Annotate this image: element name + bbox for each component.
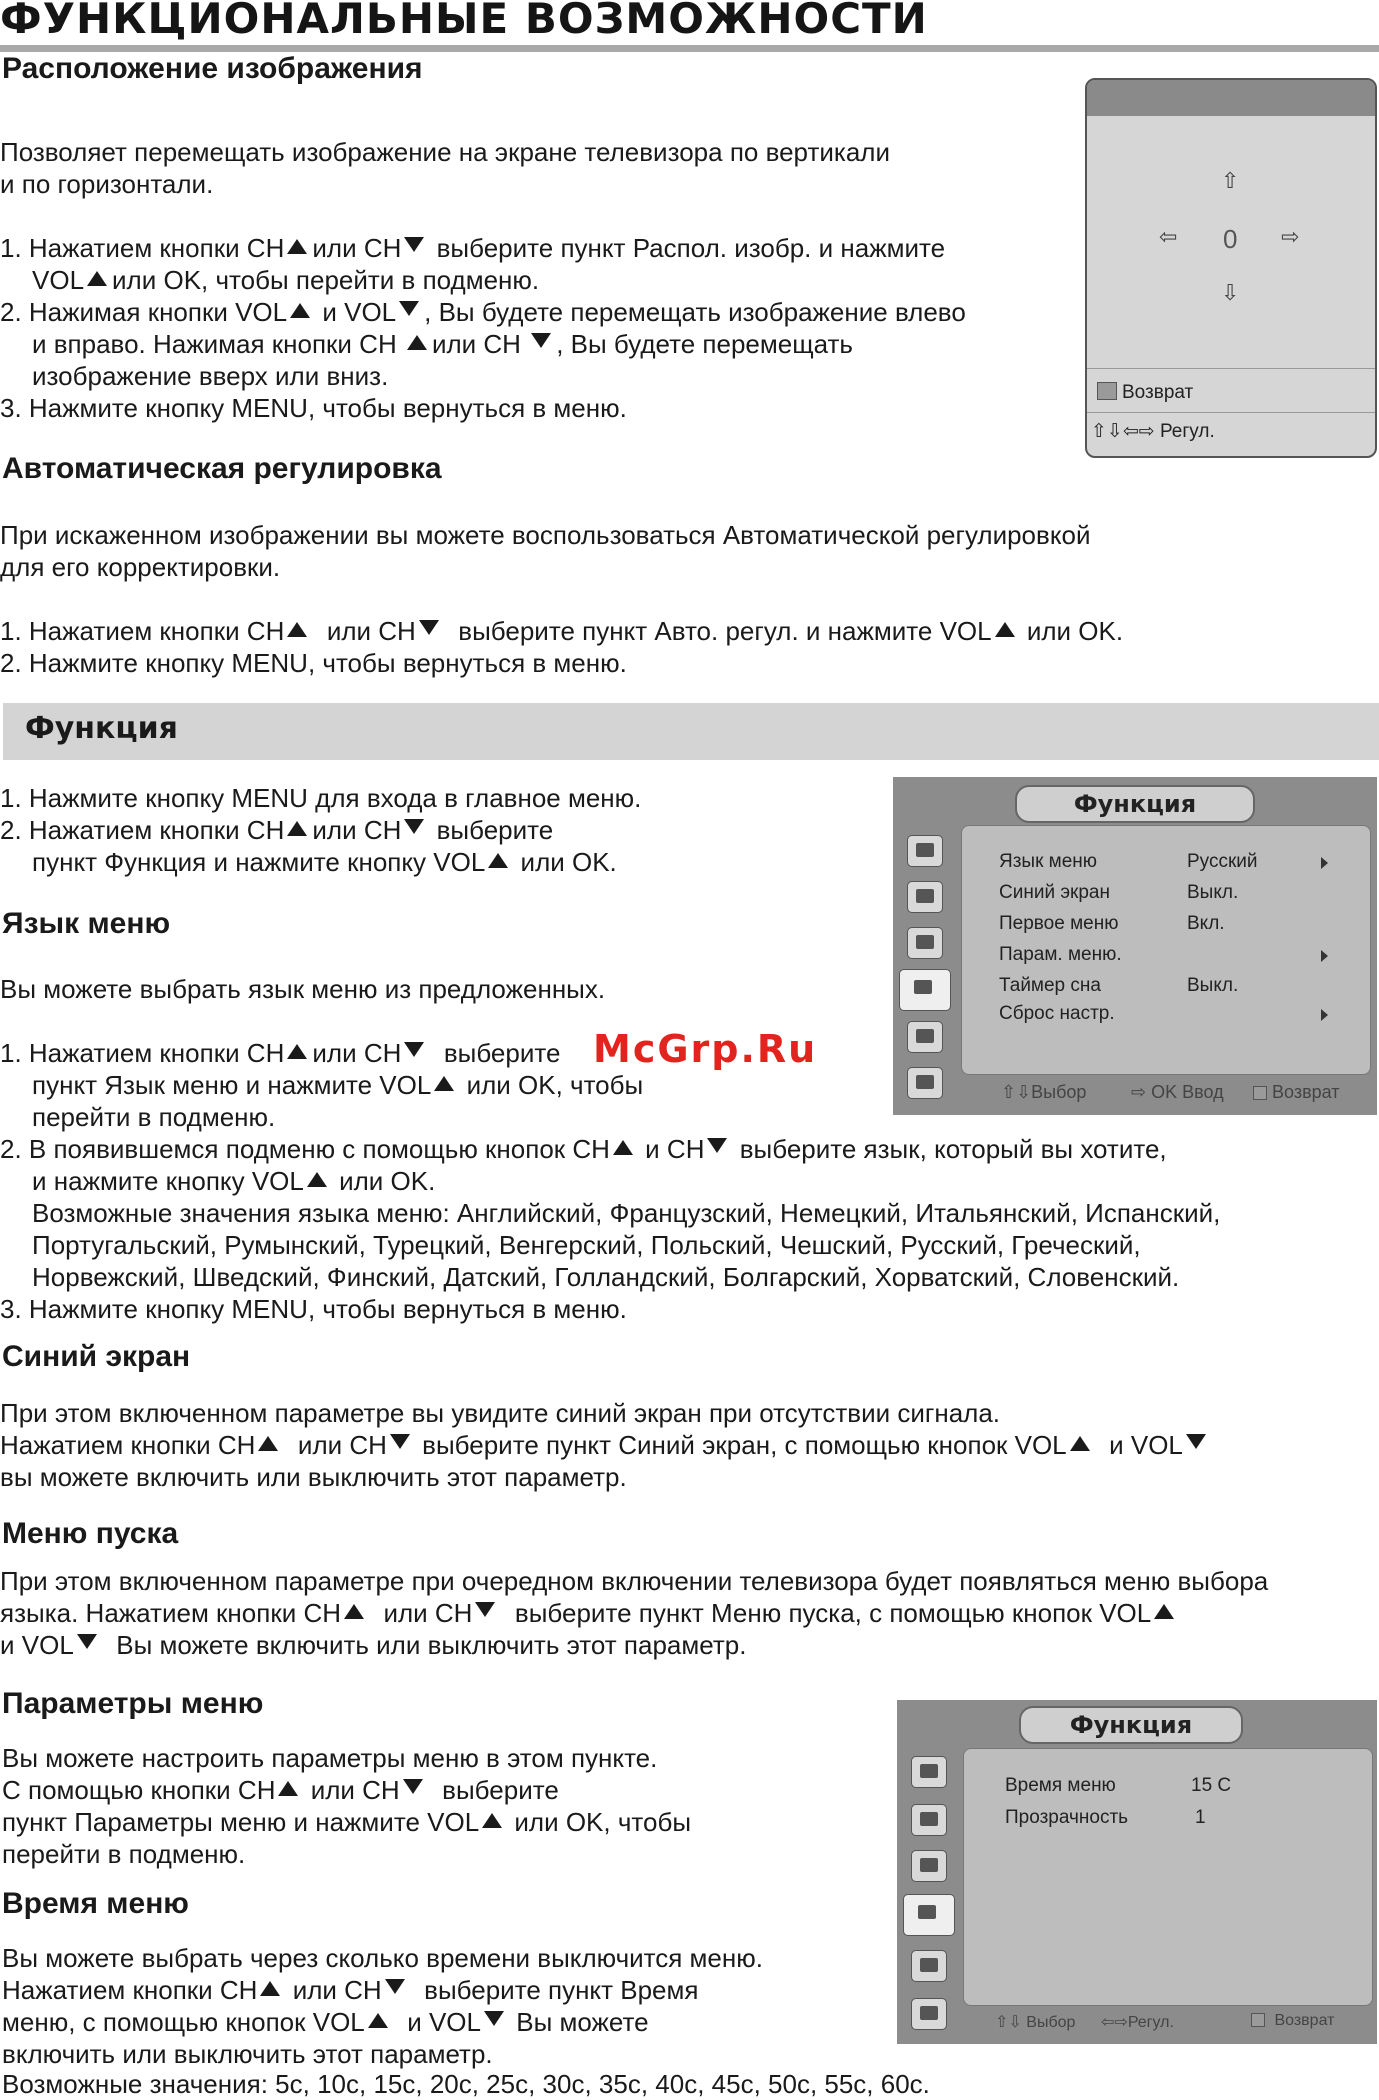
section-heading-blue-screen: Синий экран bbox=[2, 1340, 191, 1373]
section-heading-auto-adjust: Автоматическая регулировка bbox=[2, 452, 442, 485]
picture-icon[interactable] bbox=[911, 1756, 947, 1788]
down-triangle-icon bbox=[385, 1979, 405, 1994]
up-triangle-icon bbox=[407, 335, 427, 350]
source-icon[interactable] bbox=[907, 1067, 943, 1099]
menu-title: Функция bbox=[1015, 785, 1255, 823]
up-triangle-icon bbox=[260, 1981, 280, 1996]
channel-icon[interactable] bbox=[911, 1850, 947, 1882]
up-triangle-icon bbox=[258, 1436, 278, 1451]
up-triangle-icon bbox=[368, 2013, 388, 2028]
up-triangle-icon bbox=[1154, 1604, 1174, 1619]
position-value: 0 bbox=[1223, 224, 1238, 254]
footer-select-hint: ⇧⇩Выбор bbox=[1001, 1082, 1087, 1102]
menu-value-sleep-timer: Выкл. bbox=[1187, 975, 1239, 996]
watermark: McGrp.Ru bbox=[593, 1027, 818, 1071]
menu-icon bbox=[1097, 382, 1117, 400]
menu-value-blue-screen: Выкл. bbox=[1187, 882, 1239, 903]
step-line: VOL или OK, чтобы перейти в подменю. bbox=[32, 265, 540, 295]
up-down-arrows-icon: ⇧⇩ bbox=[995, 2014, 1022, 2031]
page-title: ФУНКЦИОНАЛЬНЫЕ ВОЗМОЖНОСТИ bbox=[0, 0, 928, 43]
section-heading-menu-time: Время меню bbox=[2, 1887, 189, 1920]
menu-item-start-menu[interactable]: Первое меню bbox=[999, 913, 1119, 934]
paragraph-line: для его корректировки. bbox=[0, 552, 281, 582]
right-arrow-icon[interactable]: ⇨ bbox=[1281, 224, 1300, 249]
dialog-title-bar bbox=[1087, 80, 1375, 116]
paragraph-line: и VOL Вы можете включить или выключить этот параметр. bbox=[0, 1630, 747, 1660]
title-divider bbox=[0, 45, 1379, 52]
function-icon[interactable] bbox=[903, 1894, 955, 1936]
step-line: изображение вверх или вниз. bbox=[32, 361, 389, 391]
paragraph-line: При этом включенном параметре вы увидите синий экран при отсутствии сигнала. bbox=[0, 1398, 1001, 1428]
menu-item-menu-params[interactable]: Парам. меню. bbox=[999, 944, 1122, 965]
paragraph-line: пункт Параметры меню и нажмите VOL или OK, чтобы bbox=[2, 1807, 692, 1837]
up-arrow-icon[interactable]: ⇧ bbox=[1221, 168, 1240, 193]
adjust-hint: ⇧⇩⇦⇨ Регул. bbox=[1091, 421, 1215, 442]
up-triangle-icon bbox=[287, 821, 307, 836]
down-triangle-icon bbox=[531, 333, 551, 348]
paragraph-line: Вы можете выбрать через сколько времени выключится меню. bbox=[2, 1943, 763, 1973]
up-triangle-icon bbox=[995, 622, 1015, 637]
step-line: Норвежский, Шведский, Финский, Датский, Голландский, Болгарский, Хорватский, Словенский. bbox=[32, 1262, 1180, 1292]
section-heading-menu-language: Язык меню bbox=[2, 907, 171, 940]
down-triangle-icon bbox=[404, 237, 424, 252]
down-triangle-icon bbox=[399, 301, 419, 316]
channel-icon[interactable] bbox=[907, 927, 943, 959]
up-triangle-icon bbox=[1070, 1436, 1090, 1451]
section-heading-menu-params: Параметры меню bbox=[2, 1687, 264, 1720]
up-triangle-icon bbox=[287, 1044, 307, 1059]
menu-item-menu-time[interactable]: Время меню bbox=[1005, 1775, 1116, 1796]
down-triangle-icon bbox=[403, 1779, 423, 1794]
down-triangle-icon bbox=[707, 1138, 727, 1153]
down-arrow-icon[interactable]: ⇩ bbox=[1221, 280, 1240, 305]
footer-enter-hint: ⇨ OK Ввод bbox=[1131, 1082, 1224, 1102]
sound-icon[interactable] bbox=[907, 881, 943, 913]
left-arrow-icon[interactable]: ⇦ bbox=[1159, 224, 1178, 249]
down-triangle-icon bbox=[77, 1634, 97, 1649]
paragraph-line: перейти в подменю. bbox=[2, 1839, 246, 1869]
menu-value-menu-time: 15 C bbox=[1191, 1775, 1232, 1796]
footer-return-hint: Возврат bbox=[1251, 2012, 1334, 2030]
up-triangle-icon bbox=[434, 1076, 454, 1091]
step-line: 3. Нажмите кнопку MENU, чтобы вернуться в меню. bbox=[0, 1294, 627, 1324]
menu-value-start-menu: Вкл. bbox=[1187, 913, 1225, 934]
function-icon[interactable] bbox=[899, 969, 951, 1011]
submenu-arrow-icon bbox=[1321, 950, 1328, 962]
step-line: 1. Нажатием кнопки CH или CH выберите bbox=[0, 1038, 561, 1068]
up-triangle-icon bbox=[488, 853, 508, 868]
menu-value-language: Русский bbox=[1187, 851, 1258, 872]
step-line: 1. Нажмите кнопку MENU для входа в главное меню. bbox=[0, 783, 642, 813]
step-line: и вправо. Нажимая кнопки CH или CH , Вы будете перемещать bbox=[32, 329, 853, 359]
step-line: пункт Язык меню и нажмите VOL или OK, чтобы bbox=[32, 1070, 644, 1100]
up-triangle-icon bbox=[287, 239, 307, 254]
up-triangle-icon bbox=[290, 303, 310, 318]
paragraph-line: Нажатием кнопки CH или CH выберите пункт Время bbox=[2, 1975, 699, 2005]
menu-item-transparency[interactable]: Прозрачность bbox=[1005, 1807, 1129, 1828]
four-arrows-icon: ⇧⇩⇦⇨ bbox=[1091, 421, 1155, 442]
paragraph-line: При искаженном изображении вы можете воспользоваться Автоматической регулировкой bbox=[0, 520, 1091, 550]
section-heading-start-menu: Меню пуска bbox=[2, 1517, 179, 1550]
step-line: 2. В появившемся подменю с помощью кнопок CH и CH выберите язык, который вы хотите, bbox=[0, 1134, 1167, 1164]
down-triangle-icon bbox=[1186, 1434, 1206, 1449]
down-triangle-icon bbox=[484, 2011, 504, 2026]
paragraph-line: Вы можете выбрать язык меню из предложенных. bbox=[0, 974, 606, 1004]
up-triangle-icon bbox=[613, 1140, 633, 1155]
down-triangle-icon bbox=[475, 1602, 495, 1617]
function-menu-screen-1 bbox=[893, 777, 1377, 1115]
screen-icon[interactable] bbox=[911, 1950, 947, 1982]
step-line: пункт Функция и нажмите кнопку VOL или OK. bbox=[32, 847, 617, 877]
up-triangle-icon bbox=[278, 1781, 298, 1796]
step-line: 2. Нажимая кнопки VOL и VOL , Вы будете перемещать изображение влево bbox=[0, 297, 966, 327]
paragraph-line: Нажатием кнопки CH или CH выберите пункт Синий экран, с помощью кнопок VOL и VOL bbox=[0, 1429, 1211, 1461]
paragraph-line: С помощью кнопки CH или CH выберите bbox=[2, 1775, 559, 1805]
up-triangle-icon bbox=[344, 1604, 364, 1619]
paragraph-line: При этом включенном параметре при очередном включении телевизора будет появляться меню выбора bbox=[0, 1566, 1269, 1596]
paragraph-line: и по горизонтали. bbox=[0, 169, 214, 199]
paragraph-line: Возможные значения: 5с, 10с, 15с, 20с, 25с, 30с, 35с, 40с, 45с, 50с, 55с, 60с. bbox=[2, 2069, 930, 2099]
submenu-arrow-icon bbox=[1321, 1009, 1328, 1021]
menu-item-blue-screen[interactable]: Синий экран bbox=[999, 882, 1110, 903]
step-line: 1. Нажатием кнопки CH или CH выберите пункт Авто. регул. и нажмите VOL или OK. bbox=[0, 616, 1124, 646]
menu-item-sleep-timer[interactable]: Таймер сна bbox=[999, 975, 1101, 996]
divider bbox=[1087, 368, 1375, 369]
section-band-function: Функция bbox=[3, 703, 1379, 760]
step-line: перейти в подменю. bbox=[32, 1102, 276, 1132]
submenu-arrow-icon bbox=[1321, 857, 1328, 869]
down-triangle-icon bbox=[404, 1042, 424, 1057]
sound-icon[interactable] bbox=[911, 1804, 947, 1836]
menu-value-transparency: 1 bbox=[1195, 1807, 1206, 1828]
up-triangle-icon bbox=[87, 271, 107, 286]
paragraph-line: включить или выключить этот параметр. bbox=[2, 2039, 493, 2069]
menu-icon bbox=[1251, 2013, 1265, 2027]
step-line: Возможные значения языка меню: Английский, Французский, Немецкий, Итальянский, Испанский, bbox=[32, 1198, 1221, 1228]
step-line: 3. Нажмите кнопку MENU, чтобы вернуться в меню. bbox=[0, 393, 627, 423]
up-down-arrows-icon: ⇧⇩ bbox=[1001, 1082, 1032, 1102]
step-line: и нажмите кнопку VOL или OK. bbox=[32, 1166, 436, 1196]
menu-icon bbox=[1253, 1086, 1267, 1100]
picture-icon[interactable] bbox=[907, 835, 943, 867]
screen-icon[interactable] bbox=[907, 1021, 943, 1053]
menu-item-reset[interactable]: Сброс настр. bbox=[999, 1003, 1115, 1024]
paragraph-line: вы можете включить или выключить этот параметр. bbox=[0, 1462, 627, 1492]
up-triangle-icon bbox=[287, 622, 307, 637]
down-triangle-icon bbox=[419, 620, 439, 635]
footer-adjust-hint: ⇦⇨Регул. bbox=[1101, 2014, 1174, 2031]
paragraph-line: языка. Нажатием кнопки CH или CH выберите пункт Меню пуска, с помощью кнопок VOL bbox=[0, 1597, 1179, 1629]
step-line: 2. Нажатием кнопки CH или CH выберите bbox=[0, 815, 554, 845]
menu-title: Функция bbox=[1019, 1706, 1243, 1744]
up-triangle-icon bbox=[482, 1813, 502, 1828]
paragraph-line: Вы можете настроить параметры меню в этом пункте. bbox=[2, 1743, 658, 1773]
down-triangle-icon bbox=[390, 1434, 410, 1449]
footer-return-hint: Возврат bbox=[1253, 1082, 1340, 1103]
function-menu-screen-2 bbox=[897, 1700, 1377, 2044]
left-right-arrows-icon: ⇦⇨ bbox=[1101, 2014, 1128, 2031]
step-line: Португальский, Румынский, Турецкий, Венгерский, Польский, Чешский, Русский, Греческий, bbox=[32, 1230, 1141, 1260]
footer-select-hint: ⇧⇩ Выбор bbox=[995, 2014, 1076, 2031]
divider bbox=[1087, 412, 1375, 413]
paragraph-line: Позволяет перемещать изображение на экране телевизора по вертикали bbox=[0, 137, 890, 167]
step-line: 2. Нажмите кнопку MENU, чтобы вернуться в меню. bbox=[0, 648, 627, 678]
return-hint[interactable]: Возврат bbox=[1097, 382, 1193, 404]
section-heading-picture-position: Расположение изображения bbox=[2, 52, 423, 85]
paragraph-line: меню, с помощью кнопок VOL и VOL Вы можете bbox=[2, 2007, 649, 2037]
right-arrow-icon: ⇨ bbox=[1131, 1082, 1147, 1102]
step-line: 1. Нажатием кнопки CH или CH выберите пункт Распол. изобр. и нажмите bbox=[0, 233, 946, 263]
source-icon[interactable] bbox=[911, 1998, 947, 2030]
menu-item-language[interactable]: Язык меню bbox=[999, 851, 1098, 872]
position-dialog bbox=[1085, 78, 1377, 458]
up-triangle-icon bbox=[307, 1172, 327, 1187]
down-triangle-icon bbox=[404, 819, 424, 834]
